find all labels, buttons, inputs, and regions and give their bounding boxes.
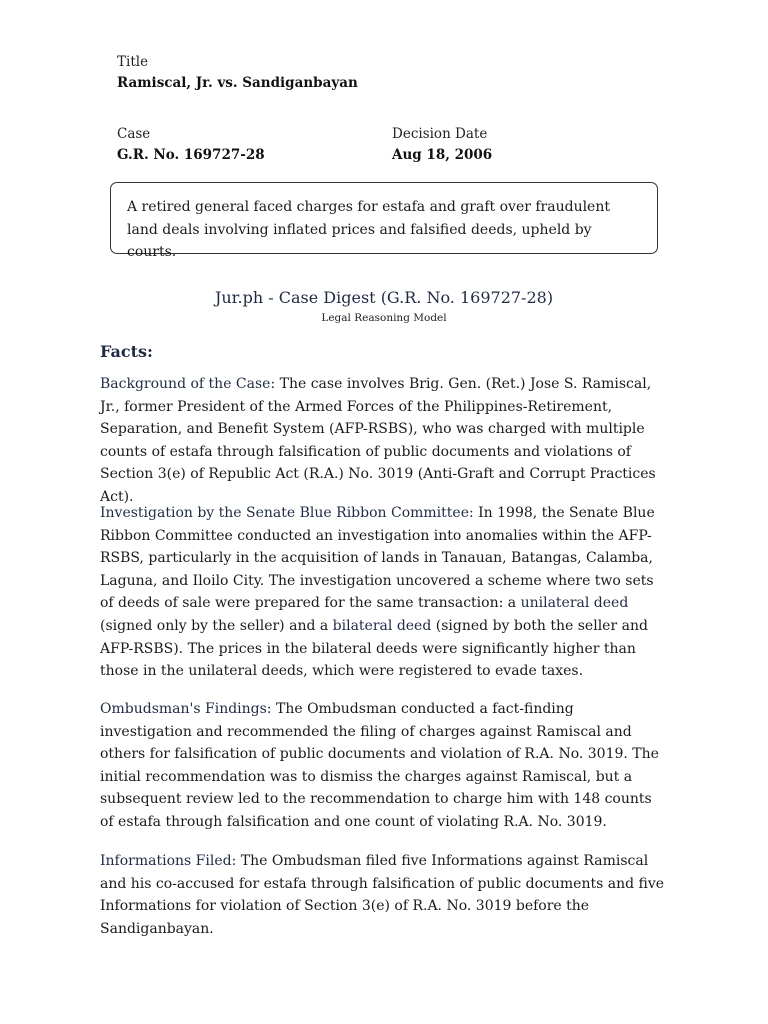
case-number: G.R. No. 169727-28 [117,147,265,163]
paragraph-text: The case involves Brig. Gen. (Ret.) Jose S. Ramiscal, Jr., former President of the Armed Forces of the Philippines-Retirement, Separation, and Benefit System (AFP-RSBS), who was charged with multiple counts of estafa through falsification of public documents and violations of Section 3(e) of Republic Act (R.A.) No. 3019 (Anti-Graft and Corrupt Practices Act). [100,376,656,505]
paragraph-lead: Background of the Case: [100,376,276,392]
paragraph-text: The Ombudsman filed five Informations against Ramiscal and his co-accused for estafa through falsification of public documents and five Informations for violation of Section 3(e) of R.A. No. 3019 before the Sandiganbayan. [100,853,665,937]
decision-date-label: Decision Date [392,126,488,142]
summary-text: A retired general faced charges for estafa and graft over fraudulent land deals involving inflated prices and falsified deeds, upheld by courts. [127,199,610,260]
paragraph-text: In 1998, the Senate Blue Ribbon Committee conducted an investigation into anomalies within the AFP-RSBS, particularly in the acquisition of lands in Tanauan, Batangas, Calamba, Laguna, and Iloilo City. The investigation uncovered a scheme where two sets of deeds of sale were prepared for the same transaction: a [100,505,655,612]
facts-paragraph-informations [100,850,668,940]
paragraph-text: (signed only by the seller) and a [100,617,333,634]
facts-paragraph-investigation [100,502,668,683]
paragraph-lead: Informations Filed: [100,853,237,869]
facts-paragraph-background [100,373,668,509]
paragraph-text: (signed by both the seller and AFP-RSBS). The prices in the bilateral deeds were significantly higher than those in the unilateral deeds, which were registered to evade taxes. [100,617,648,680]
paragraph-lead: Investigation by the Senate Blue Ribbon Committee: [100,505,474,521]
digest-title: Jur.ph - Case Digest (G.R. No. 169727-28) [214,288,554,307]
facts-paragraph-ombudsman [100,698,668,834]
summary-box [110,182,658,260]
facts-heading: Facts: [100,342,153,361]
case-label: Case [117,126,151,142]
term-unilateral-deed: unilateral deed [520,595,629,612]
digest-subtitle: Legal Reasoning Model [321,312,447,324]
title-label: Title [117,54,149,70]
term-bilateral-deed: bilateral deed [332,617,432,634]
decision-date: Aug 18, 2006 [392,147,493,163]
paragraph-lead: Ombudsman's Findings: [100,701,272,717]
paragraph-text: The Ombudsman conducted a fact-finding investigation and recommended the filing of charges against Ramiscal and others for falsification of public documents and violation of R.A. No. 3019. The initial recommendation was to dismiss the charges against Ramiscal, but a subsequent review led to the recommendation to charge him with 148 counts of estafa through falsification and one count of violating R.A. No. 3019. [100,701,659,830]
case-title: Ramiscal, Jr. vs. Sandiganbayan [117,75,358,91]
